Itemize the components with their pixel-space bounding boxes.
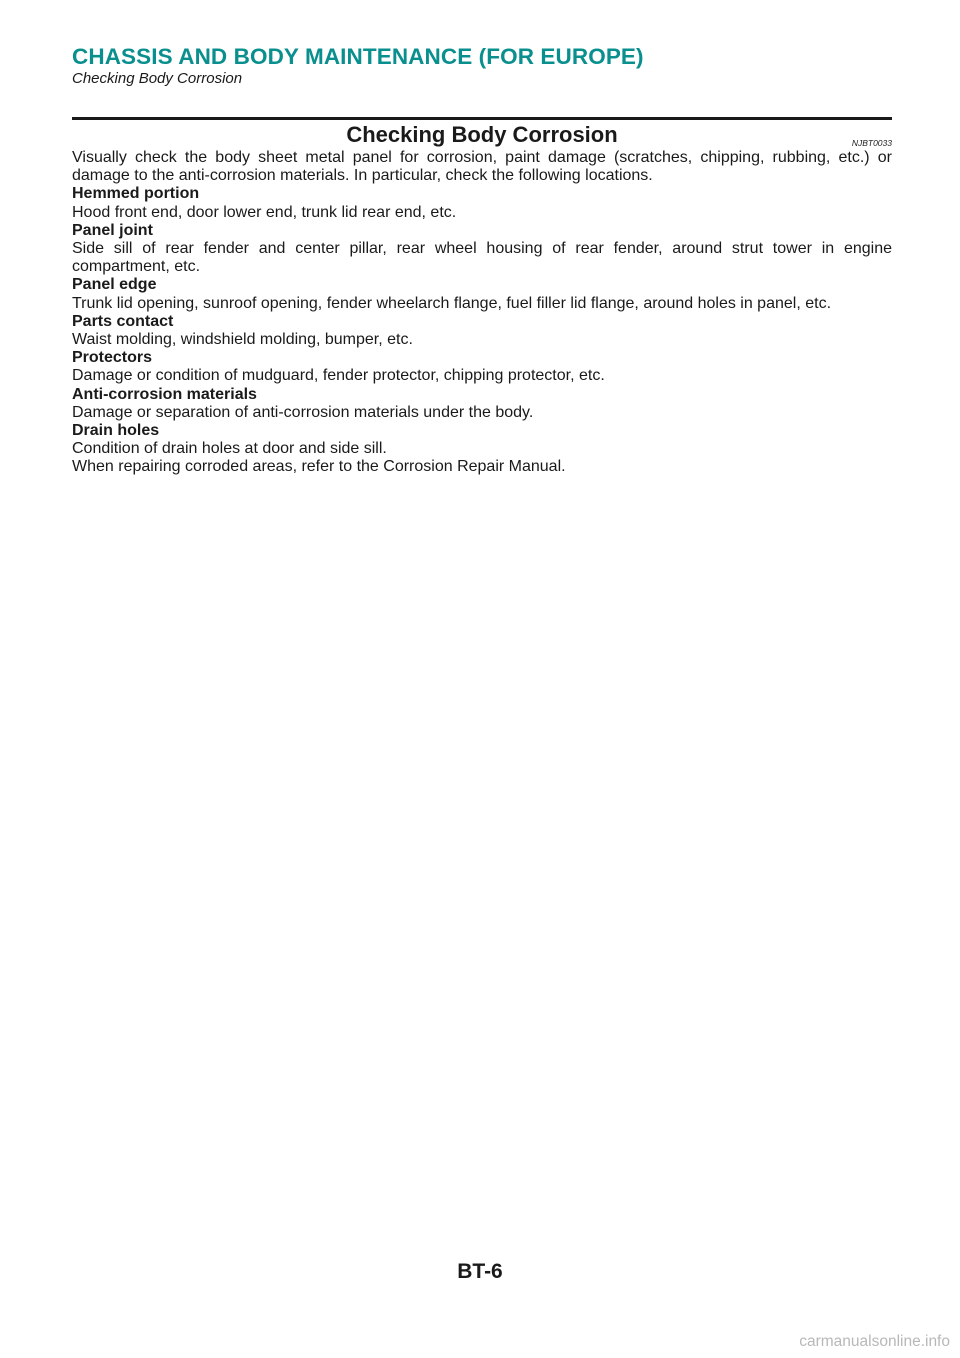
header-subtitle: Checking Body Corrosion (72, 70, 243, 87)
item-text: Damage or separation of anti-corrosion materials under the body. (72, 403, 534, 421)
intro-paragraph: Visually check the body sheet metal panel for corrosion, paint damage (scratches, chipping, rubbing, etc.) or damage to the anti-corrosion materials. In particular, check the following locations. (72, 149, 892, 185)
item-text: Condition of drain holes at door and side sill. (72, 440, 387, 458)
page-header (72, 44, 892, 88)
item-heading: Protectors (72, 349, 153, 367)
watermark-text: carmanualsonline.info (799, 1333, 950, 1350)
item-heading: Parts contact (72, 312, 174, 330)
section-checking-body-corrosion (72, 121, 892, 477)
closing-paragraph: When repairing corroded areas, refer to the Corrosion Repair Manual. (72, 458, 566, 476)
item-text: Damage or condition of mudguard, fender protector, chipping protector, etc. (72, 367, 605, 385)
item-heading: Panel edge (72, 276, 157, 294)
section-title: Checking Body Corrosion (346, 122, 618, 147)
item-heading: Drain holes (72, 422, 160, 440)
item-text: Waist molding, windshield molding, bumper, etc. (72, 331, 413, 349)
item-heading: Hemmed portion (72, 185, 200, 203)
item-text: Hood front end, door lower end, trunk lid rear end, etc. (72, 203, 457, 221)
item-text: Side sill of rear fender and center pillar, rear wheel housing of rear fender, around strut tower in engine compartment, etc. (72, 240, 892, 276)
item-heading: Anti-corrosion materials (72, 385, 257, 403)
item-text: Trunk lid opening, sunroof opening, fender wheelarch flange, fuel filler lid flange, around holes in panel, etc. (72, 294, 832, 312)
page-number: BT-6 (457, 1260, 503, 1283)
header-rule (72, 117, 892, 120)
section-head (72, 121, 892, 149)
item-heading: Panel joint (72, 221, 153, 239)
header-title: CHASSIS AND BODY MAINTENANCE (FOR EUROPE) (72, 44, 644, 69)
section-body (72, 149, 892, 477)
section-code: NJBT0033 (851, 138, 892, 148)
